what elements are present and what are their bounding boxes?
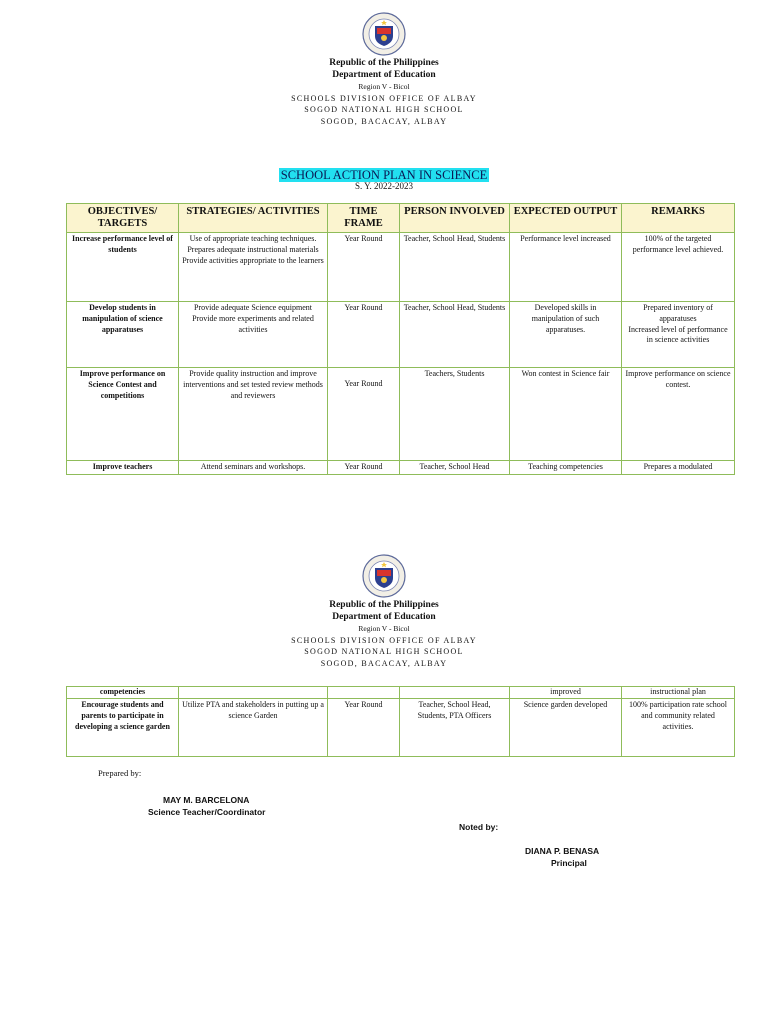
letterhead-page-1 <box>0 58 768 127</box>
output-cell: Won contest in Science fair <box>510 368 622 461</box>
action-plan-table-continued <box>66 686 735 757</box>
time-frame-cell: Year Round <box>328 302 400 368</box>
strategies-cell: Attend seminars and workshops. <box>179 461 328 475</box>
document-title: SCHOOL ACTION PLAN IN SCIENCE <box>280 168 488 182</box>
department-line: Department of Education <box>332 69 436 80</box>
letterhead-page-2 <box>0 600 768 669</box>
address-line: SOGOD, BACACAY, ALBAY <box>320 116 448 126</box>
table-row <box>67 699 735 757</box>
strategies-cell <box>179 302 328 368</box>
header-objectives: OBJECTIVES/ TARGETS <box>67 204 179 233</box>
output-cell: Teaching competencies <box>510 461 622 475</box>
remarks-cell: 100% participation rate school and community related activities. <box>622 699 735 757</box>
time-frame-cell <box>328 687 400 699</box>
preparer-title: Science Teacher/Coordinator <box>148 807 266 817</box>
strategy-line: Provide activities appropriate to the learners <box>182 255 324 265</box>
school-line: SOGOD NATIONAL HIGH SCHOOL <box>304 105 464 114</box>
school-line: SOGOD NATIONAL HIGH SCHOOL <box>304 647 464 656</box>
preparer-name: MAY M. BARCELONA <box>163 795 250 805</box>
strategy-line: Provide adequate Science equipment <box>194 303 312 312</box>
time-frame-text: Year Round <box>344 379 383 388</box>
header-remarks: REMARKS <box>622 204 735 233</box>
time-frame-cell: Year Round <box>328 461 400 475</box>
person-cell <box>400 687 510 699</box>
republic-line: Republic of the Philippines <box>329 58 439 68</box>
table-row <box>67 461 735 475</box>
remarks-line: Prepared inventory of apparatuses <box>643 303 713 323</box>
department-line: Department of Education <box>332 611 436 622</box>
strategies-cell: Utilize PTA and stakeholders in putting up a science Garden <box>179 699 328 757</box>
republic-line: Republic of the Philippines <box>329 600 439 610</box>
person-cell: Teacher, School Head, Students, PTA Officers <box>400 699 510 757</box>
output-cell: Performance level increased <box>510 233 622 302</box>
strategies-cell <box>179 687 328 699</box>
strategies-cell: Provide quality instruction and improve interventions and set tested review methods and reviewers <box>179 368 328 461</box>
table-row <box>67 302 735 368</box>
objective-cell: Develop students in manipulation of science apparatuses <box>67 302 179 368</box>
time-frame-cell: Year Round <box>328 699 400 757</box>
division-line: SCHOOLS DIVISION OFFICE OF ALBAY <box>291 93 477 103</box>
remarks-cell: Improve performance on science contest. <box>622 368 735 461</box>
objective-cell: Increase performance level of students <box>67 233 179 302</box>
noter-title: Principal <box>551 858 587 868</box>
remarks-cell <box>622 302 735 368</box>
deped-seal-icon <box>362 554 406 598</box>
remarks-line: Increased level of performance in science activities <box>628 324 728 345</box>
table-row <box>67 687 735 699</box>
strategy-line: Provide more experiments and related activities <box>192 313 314 334</box>
strategy-line: Use of appropriate teaching techniques. <box>189 234 317 243</box>
objective-cell: Improve performance on Science Contest and competitions <box>67 368 179 461</box>
address-line: SOGOD, BACACAY, ALBAY <box>320 658 448 668</box>
deped-seal-icon <box>362 12 406 56</box>
objective-cell: Encourage students and parents to participate in developing a science garden <box>67 699 179 757</box>
objective-cell: competencies <box>67 687 179 699</box>
remarks-cell: instructional plan <box>622 687 735 699</box>
region-line: Region V - Bicol <box>358 624 410 633</box>
person-cell: Teachers, Students <box>400 368 510 461</box>
person-cell: Teacher, School Head, Students <box>400 302 510 368</box>
noted-by-label: Noted by: <box>459 822 499 832</box>
table-row <box>67 368 735 461</box>
table-row <box>67 233 735 302</box>
header-time-frame: TIME FRAME <box>328 204 400 233</box>
strategies-cell <box>179 233 328 302</box>
output-cell: Developed skills in manipulation of such apparatuses. <box>510 302 622 368</box>
remarks-cell: Prepares a modulated <box>622 461 735 475</box>
noter-name: DIANA P. BENASA <box>525 846 600 856</box>
time-frame-cell: Year Round <box>328 233 400 302</box>
objective-cell: Improve teachers <box>67 461 179 475</box>
remarks-cell: 100% of the targeted performance level achieved. <box>622 233 735 302</box>
region-line: Region V - Bicol <box>358 82 410 91</box>
prepared-by-label: Prepared by: <box>98 768 142 778</box>
school-year: S. Y. 2022-2023 <box>354 181 413 191</box>
header-expected-output: EXPECTED OUTPUT <box>510 204 622 233</box>
person-cell: Teacher, School Head <box>400 461 510 475</box>
table-header-row <box>67 204 735 233</box>
header-person-involved: PERSON INVOLVED <box>400 204 510 233</box>
time-frame-cell <box>328 368 400 461</box>
strategy-line: Prepares adequate instructional materials <box>187 244 319 254</box>
output-cell: improved <box>510 687 622 699</box>
header-strategies: STRATEGIES/ ACTIVITIES <box>179 204 328 233</box>
person-cell: Teacher, School Head, Students <box>400 233 510 302</box>
division-line: SCHOOLS DIVISION OFFICE OF ALBAY <box>291 635 477 645</box>
action-plan-table <box>66 203 735 475</box>
output-cell: Science garden developed <box>510 699 622 757</box>
